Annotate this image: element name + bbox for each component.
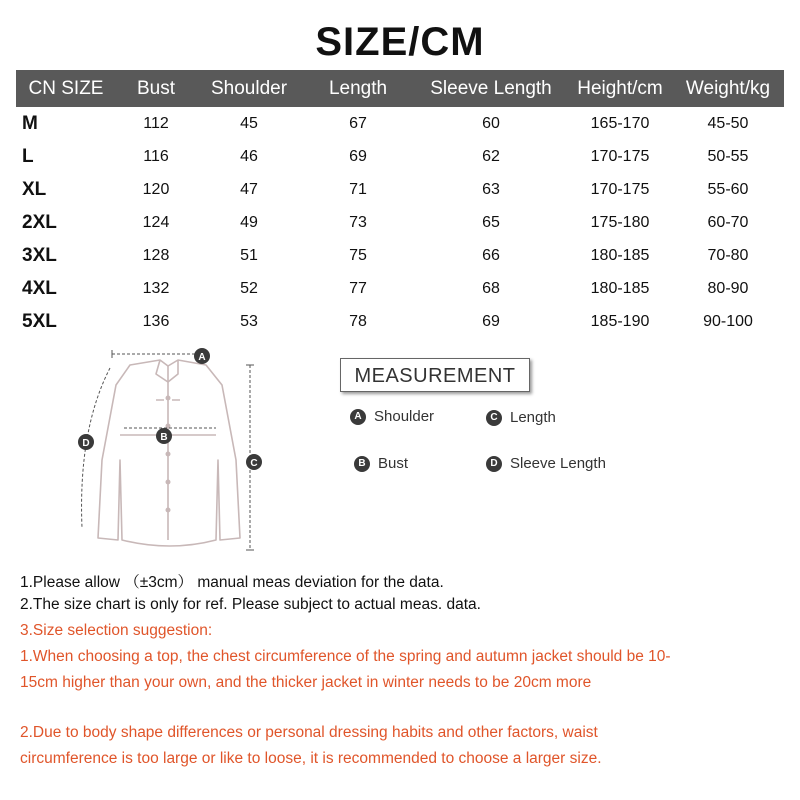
shoulder-cell: 47 [240, 180, 258, 198]
sleeve-length-cell: 60 [482, 114, 500, 132]
suggestion-1-line-1: 1.When choosing a top, the chest circumference of the spring and autumn jacket should be 10- [20, 648, 671, 665]
header-length: Length [302, 70, 414, 107]
length-cell: 78 [349, 312, 367, 330]
header-weight: Weight/kg [672, 70, 784, 107]
table-row [16, 140, 784, 173]
weight-cell: 50-55 [707, 147, 749, 165]
table-row [16, 107, 784, 140]
sleeve-length-cell: 65 [482, 213, 500, 231]
size-cell: 4XL [22, 277, 57, 299]
marker-d-label: D [82, 438, 90, 449]
shoulder-cell: 45 [240, 114, 258, 132]
shoulder-cell: 49 [240, 213, 258, 231]
bust-cell: 120 [142, 180, 170, 198]
sleeve-length-cell: 68 [482, 279, 500, 297]
weight-cell: 90-100 [703, 312, 753, 330]
suggestion-2-line-2: circumference is too large or like to loose, it is recommended to choose a larger size. [20, 750, 602, 767]
sleeve-length-cell: 69 [482, 312, 500, 330]
sleeve-length-cell: 63 [482, 180, 500, 198]
legend-label: Length [510, 409, 556, 426]
height-cell: 165-170 [590, 114, 650, 132]
size-table [16, 70, 784, 338]
weight-cell: 70-80 [707, 246, 749, 264]
height-cell: 170-175 [590, 180, 650, 198]
table-row [16, 239, 784, 272]
shoulder-cell: 52 [240, 279, 258, 297]
size-cell: M [22, 112, 38, 134]
badge-d-icon: D [486, 456, 502, 472]
marker-c-icon [246, 454, 262, 470]
legend-sleeve-length [486, 455, 606, 472]
marker-d-icon [78, 434, 94, 450]
weight-cell: 80-90 [707, 279, 749, 297]
weight-cell: 45-50 [707, 114, 749, 132]
length-cell: 77 [349, 279, 367, 297]
legend-label: Sleeve Length [510, 455, 606, 472]
length-cell: 67 [349, 114, 367, 132]
badge-a-icon: A [350, 409, 366, 425]
bust-cell: 132 [142, 279, 170, 297]
height-cell: 185-190 [590, 312, 650, 330]
suggestion-1-line-2: 15cm higher than your own, and the thicker jacket in winter needs to be 20cm more [20, 674, 592, 691]
marker-a-label: A [198, 352, 206, 363]
sleeve-length-cell: 66 [482, 246, 500, 264]
size-cell: 2XL [22, 211, 57, 233]
size-cell: 3XL [22, 244, 57, 266]
length-cell: 73 [349, 213, 367, 231]
legend-label: Shoulder [374, 408, 435, 425]
note-3: 3.Size selection suggestion: [20, 622, 213, 639]
legend-length [486, 409, 556, 426]
suggestion-2-line-1: 2.Due to body shape differences or personal dressing habits and other factors, waist [20, 724, 598, 741]
marker-a-icon [194, 348, 210, 364]
header-cn-size: CN SIZE [16, 70, 116, 107]
weight-cell: 55-60 [707, 180, 749, 198]
bust-cell: 116 [143, 147, 169, 165]
size-cell: 5XL [22, 310, 57, 332]
height-cell: 180-185 [590, 246, 650, 264]
header-bust: Bust [116, 70, 196, 107]
measurement-title: MEASUREMENT [340, 358, 530, 392]
header-sleeve-length: Sleeve Length [414, 70, 568, 107]
height-cell: 175-180 [590, 213, 650, 231]
marker-b-label: B [160, 432, 168, 443]
note-2: 2.The size chart is only for ref. Please subject to actual meas. data. [20, 596, 481, 613]
table-row [16, 206, 784, 239]
bust-cell: 112 [143, 114, 169, 132]
length-cell: 69 [349, 147, 367, 165]
size-cell: XL [22, 178, 47, 200]
badge-b-icon: B [354, 456, 370, 472]
legend-shoulder [350, 408, 434, 425]
shirt-diagram [60, 340, 290, 560]
bust-cell: 136 [142, 312, 170, 330]
legend-label: Bust [378, 455, 409, 472]
table-row [16, 173, 784, 206]
sleeve-length-cell: 62 [482, 147, 500, 165]
shoulder-cell: 51 [240, 246, 258, 264]
height-cell: 180-185 [590, 279, 650, 297]
size-cell: L [22, 145, 34, 167]
table-header-row [16, 70, 784, 107]
shoulder-cell: 46 [240, 147, 258, 165]
marker-b-icon [156, 428, 172, 444]
shoulder-cell: 53 [240, 312, 258, 330]
bust-cell: 124 [142, 213, 170, 231]
page-title: SIZE/CM [315, 20, 485, 64]
legend-bust [354, 455, 408, 472]
table-row [16, 305, 784, 338]
marker-c-label: C [250, 458, 258, 469]
badge-c-icon: C [486, 410, 502, 426]
table-row [16, 272, 784, 305]
header-height: Height/cm [568, 70, 672, 107]
length-cell: 71 [349, 180, 367, 198]
weight-cell: 60-70 [707, 213, 749, 231]
length-cell: 75 [349, 246, 367, 264]
header-shoulder: Shoulder [196, 70, 302, 107]
height-cell: 170-175 [590, 147, 650, 165]
bust-cell: 128 [142, 246, 170, 264]
note-1: 1.Please allow （±3cm） manual meas deviation for the data. [20, 574, 444, 591]
